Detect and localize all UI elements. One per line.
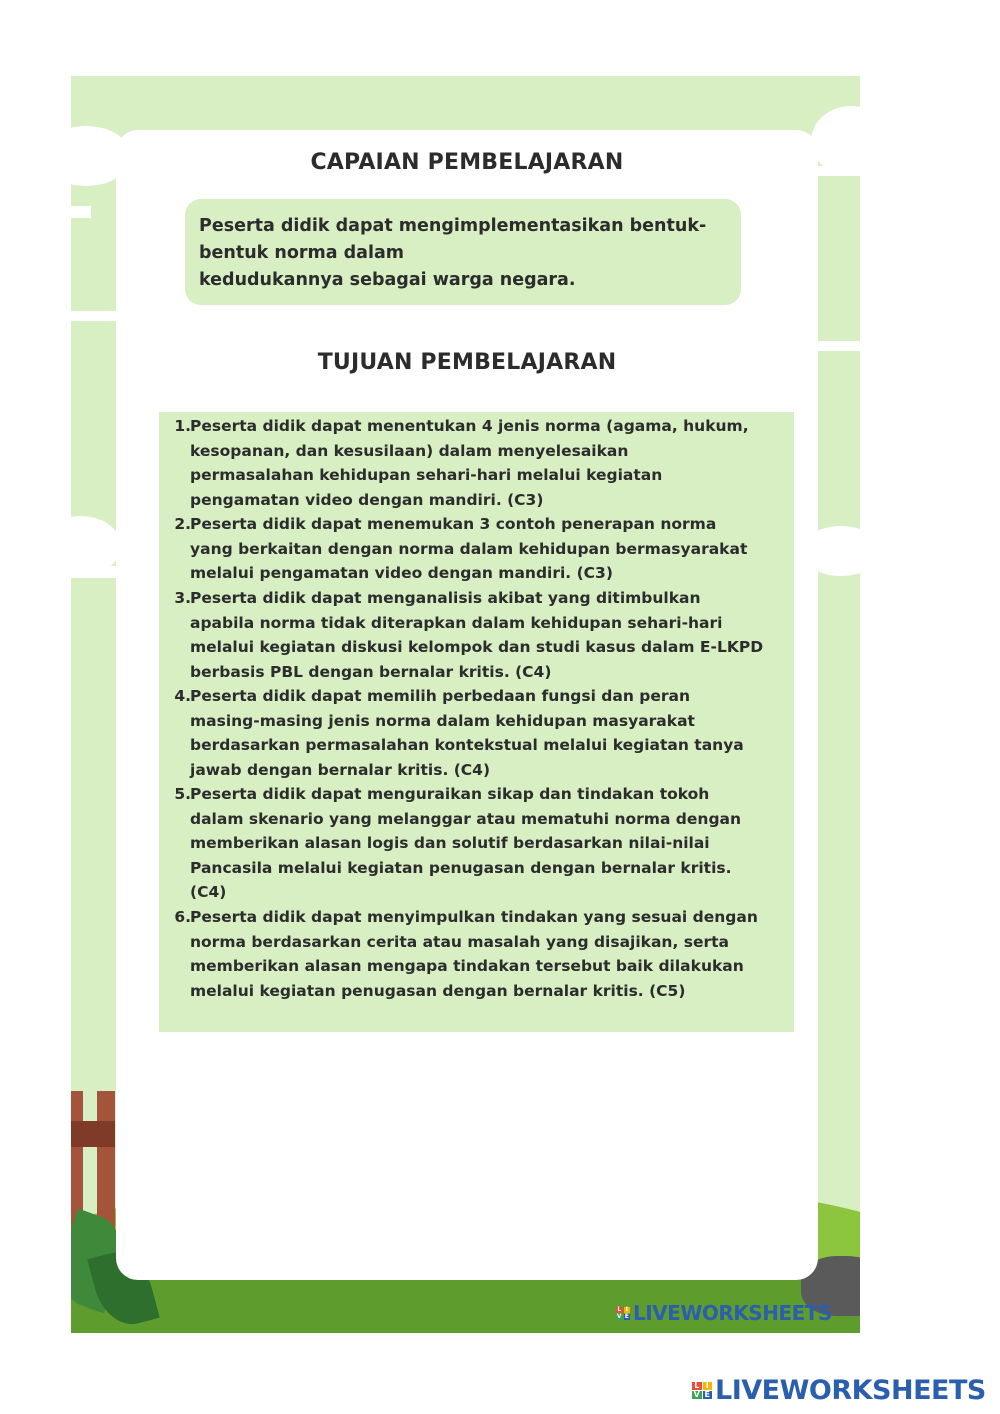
item-line: memberikan alasan logis dan solutif berdasarkan nilai-nilai (190, 834, 710, 852)
item-line: (C4) (190, 883, 227, 901)
item-line: berbasis PBL dengan bernalar kritis. (C4) (190, 662, 552, 681)
item-number: 4. (174, 687, 191, 705)
brand-footer[interactable] (692, 1372, 986, 1408)
item-line: melalui pengamatan video dengan mandiri. (C3) (190, 564, 613, 582)
capaian-line: kedudukannya sebagai warga negara. (199, 270, 576, 290)
item-line: dalam skenario yang melanggar atau mematuhi norma dengan (190, 809, 742, 828)
brand-watermark-inner (616, 1300, 832, 1326)
item-line: berdasarkan permasalahan kontekstual melalui kegiatan tanya (190, 736, 744, 754)
tujuan-heading: TUJUAN PEMBELAJARAN (317, 350, 617, 375)
item-line: jawab dengan bernalar kritis. (C4) (190, 760, 491, 779)
item-line: Peserta didik dapat memilih perbedaan fungsi dan peran (190, 687, 691, 705)
live-logo-icon: L I V E (616, 1305, 629, 1320)
item-line: Peserta didik dapat menyimpulkan tindakan yang sesuai dengan (190, 908, 758, 926)
item-line: permasalahan kehidupan sehari-hari melalui kegiatan (190, 466, 663, 484)
item-line: Peserta didik dapat menguraikan sikap dan tindakan tokoh (190, 785, 710, 803)
item-line: apabila norma tidak diterapkan dalam kehidupan sehari-hari (190, 613, 723, 632)
capaian-box (185, 199, 741, 305)
item-line: Peserta didik dapat menentukan 4 jenis norma (agama, hukum, (190, 417, 749, 435)
item-line: Peserta didik dapat menganalisis akibat yang ditimbulkan (190, 589, 701, 607)
item-line: Pancasila melalui kegiatan penugasan dengan bernalar kritis. (190, 858, 732, 877)
item-line: masing-masing jenis norma dalam kehidupan masyarakat (190, 711, 695, 730)
item-line: melalui kegiatan diskusi kelompok dan studi kasus dalam E-LKPD (190, 638, 764, 656)
item-line: kesopanan, dan kesusilaan) dalam menyelesaikan (190, 441, 629, 460)
item-line: norma berdasarkan cerita atau masalah yang disajikan, serta (190, 932, 729, 951)
item-line: Peserta didik dapat menemukan 3 contoh penerapan norma (190, 515, 717, 533)
capaian-heading: CAPAIAN PEMBELAJARAN (310, 150, 624, 175)
item-line: memberikan alasan mengapa tindakan tersebut baik dilakukan (190, 957, 744, 975)
item-number: 5. (174, 785, 191, 803)
capaian-line: bentuk norma dalam (199, 243, 405, 263)
item-line: pengamatan video dengan mandiri. (C3) (190, 490, 544, 509)
item-number: 1. (174, 417, 191, 435)
item-line: melalui kegiatan penugasan dengan bernalar kritis. (C5) (190, 981, 686, 1000)
item-number: 3. (174, 589, 191, 607)
item-line: yang berkaitan dengan norma dalam kehidupan bermasyarakat (190, 539, 748, 558)
brand-name: LIVEWORKSHEETS (633, 1301, 832, 1325)
item-number: 2. (174, 515, 191, 533)
item-number: 6. (174, 908, 191, 926)
tujuan-box (159, 412, 794, 1032)
live-logo-icon: L I V E (692, 1382, 712, 1399)
capaian-line: Peserta didik dapat mengimplementasikan bentuk- (199, 216, 707, 236)
brand-name: LIVEWORKSHEETS (715, 1374, 986, 1406)
